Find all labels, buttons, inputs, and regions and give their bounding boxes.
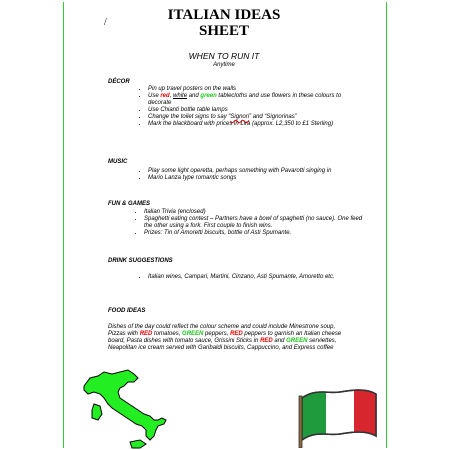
- fun-item: • Italian Trivia (enclosed): [144, 209, 366, 216]
- drinks-list: [138, 274, 360, 281]
- page-title: [63, 7, 385, 39]
- title-line-2: SHEET: [198, 23, 250, 39]
- fun-item: • Prizes: Tin of Amoretti biscuits, bottle of Asti Spumante.: [144, 230, 366, 237]
- decor-item: • Pin up travel posters on the walls: [148, 86, 360, 93]
- decor-list: [138, 86, 360, 128]
- decor-item: • Mark the blackboard with prices in Lira (approx. L2,350 to £1 Sterling): [148, 121, 360, 128]
- when-heading: WHEN TO RUN IT: [188, 51, 260, 61]
- color-word-red: red: [160, 93, 170, 99]
- decor-heading: DÉCOR: [108, 79, 130, 85]
- drinks-item: • Italian wines, Campari, Martini, Cinzano, Asti Spumante, Amoretto etc.: [148, 274, 360, 281]
- food-heading: FOOD IDEAS: [108, 308, 146, 314]
- music-item: • Mario Lanza type romantic songs: [148, 175, 360, 182]
- music-heading: MUSIC: [108, 159, 128, 165]
- title-line-1: ITALIAN IDEAS: [167, 7, 281, 23]
- color-word-green: green: [200, 93, 217, 99]
- italy-map-icon: [80, 368, 188, 450]
- fun-list: [134, 209, 366, 237]
- music-list: [138, 168, 360, 182]
- fun-item: • Spaghetti eating contest – Partners have a bowl of spaghetti (no sauce). One feed the other using a fork. First couple to finish wins.: [144, 216, 366, 230]
- music-item: • Play some light operetta, perhaps something with Pavarotti singing in: [148, 168, 360, 175]
- color-word-white: white: [173, 93, 188, 99]
- stray-mark: /: [104, 17, 107, 28]
- when-value: Anytime: [213, 62, 235, 68]
- decor-item: • Use Chianti bottle table lamps: [148, 107, 360, 114]
- drinks-heading: DRINK SUGGESTIONS: [108, 258, 173, 264]
- italian-flag-icon: [296, 386, 382, 448]
- food-paragraph: Dishes of the day could reflect the colour scheme and could include Minestrone soup, Pizzas with RED tomatoes, GREEN peppers, RED peppers to garnish an Italian cheese board, Pasta dishes with tomato sauce, Grissini Sticks in RED and GREEN serviettes, Neapolitan ice cream served with Garibaldi biscuits, Cappuccino, and Express coffee: [108, 324, 342, 351]
- fun-heading: FUN & GAMES: [108, 201, 150, 207]
- decor-item: • Change the toilet signs to say “Signori” and “Signorinas”: [148, 114, 360, 121]
- decor-item: • Use red, white and green tablecloths and use flowers in these colours to decorate: [148, 93, 360, 107]
